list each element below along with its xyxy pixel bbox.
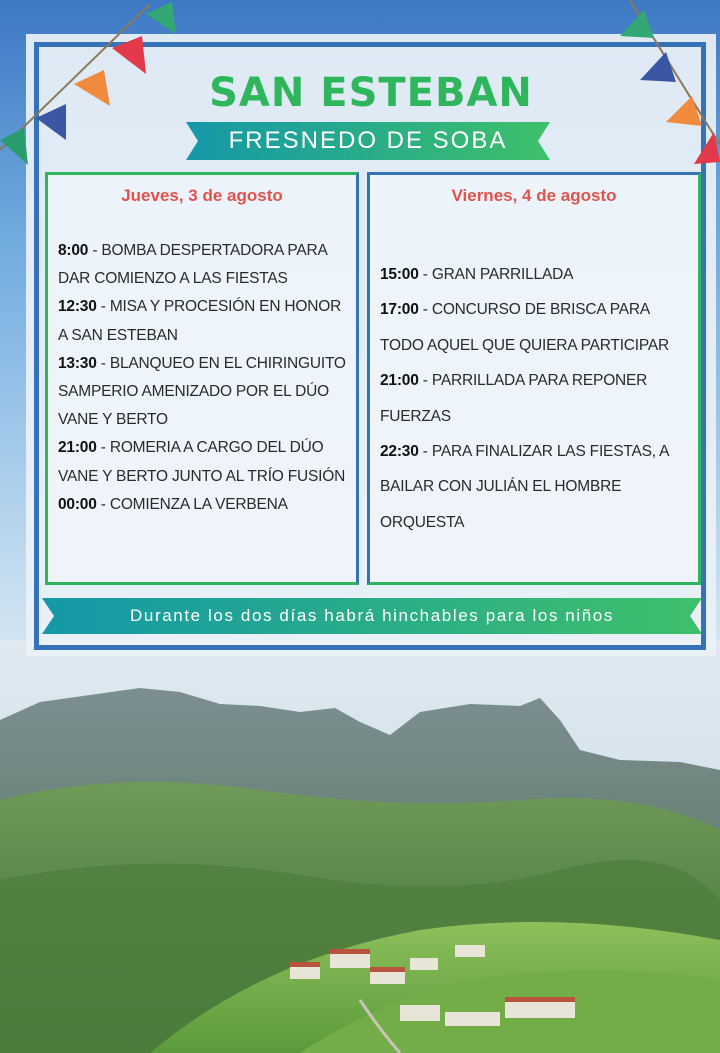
event-text: - BLANQUEO EN EL CHIRINGUITO SAMPERIO AMENIZADO POR EL DÚO VANE Y BERTO xyxy=(58,354,346,429)
event-text: - PARA FINALIZAR LAS FIESTAS, A BAILAR CON JULIÁN EL HOMBRE ORQUESTA xyxy=(380,443,669,531)
event-time: 8:00 xyxy=(58,242,89,259)
event-text: - BOMBA DESPERTADORA PARA DAR COMIENZO A LAS FIESTAS xyxy=(58,242,327,288)
event-item xyxy=(58,434,350,490)
event-text: - ROMERIA A CARGO DEL DÚO VANE Y BERTO JUNTO AL TRÍO FUSIÓN xyxy=(58,439,346,485)
event-item xyxy=(380,434,692,540)
event-time: 21:00 xyxy=(380,372,419,390)
page-subtitle: FRESNEDO DE SOBA xyxy=(228,127,508,154)
event-time: 17:00 xyxy=(380,301,419,319)
event-list xyxy=(58,237,350,519)
event-time: 12:30 xyxy=(58,298,97,316)
event-time: 00:00 xyxy=(58,495,97,513)
event-time: 13:30 xyxy=(58,354,97,372)
subtitle-ribbon xyxy=(186,122,550,160)
day-heading: Viernes, 4 de agosto xyxy=(451,186,617,205)
mountain-landscape-image xyxy=(0,640,720,1053)
page-title: SAN ESTEBAN xyxy=(209,70,533,116)
footer-ribbon xyxy=(42,598,702,634)
day-column-friday xyxy=(367,172,701,585)
event-item xyxy=(58,237,350,293)
event-time: 15:00 xyxy=(380,266,419,283)
day-column-thursday xyxy=(45,172,359,585)
event-time: 21:00 xyxy=(58,439,97,457)
event-item xyxy=(380,257,692,292)
event-item xyxy=(380,363,692,434)
event-text: - MISA Y PROCESIÓN EN HONOR A SAN ESTEBAN xyxy=(58,298,342,344)
event-item xyxy=(58,491,350,519)
day-heading: Jueves, 3 de agosto xyxy=(121,186,283,205)
event-item xyxy=(58,350,350,435)
event-item xyxy=(380,292,692,363)
footer-note: Durante los dos días habrá hinchables para los niños xyxy=(130,606,614,625)
event-time: 22:30 xyxy=(380,443,419,461)
event-text: - GRAN PARRILLADA xyxy=(418,266,574,283)
event-item xyxy=(58,293,350,349)
event-text: - CONCURSO DE BRISCA PARA TODO AQUEL QUE QUIERA PARTICIPAR xyxy=(380,301,670,354)
event-text: - PARRILLADA PARA REPONER FUERZAS xyxy=(380,372,648,425)
event-text: - COMIENZA LA VERBENA xyxy=(96,495,288,513)
event-list xyxy=(380,257,692,540)
